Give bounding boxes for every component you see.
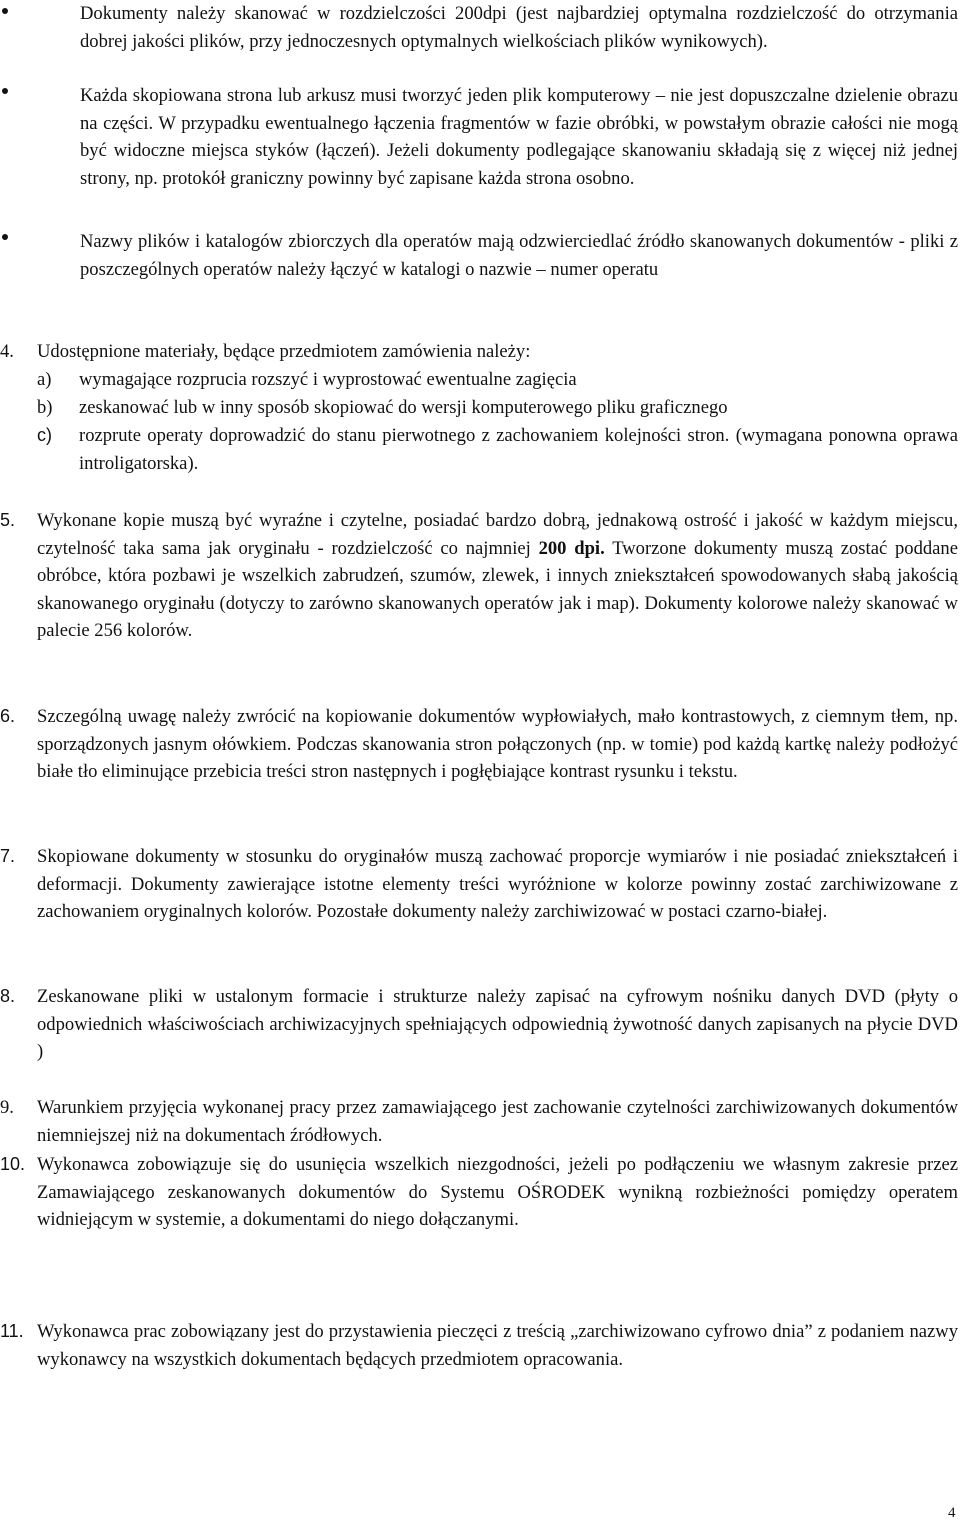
subitem-b-marker: b) (37, 397, 53, 418)
subitem-c-marker: c) (37, 425, 52, 445)
item-7-text: Skopiowane dokumenty w stosunku do oryginałów muszą zachować proporcje wymiarów i nie posiadać zniekształceń i deformacji. Dokumenty zawierające istotne elementy treści wyróżnione w kolorze powinny zostać zarchiwizowane z zachowaniem oryginalnych kolorów. Pozostałe dokumenty należy zarchiwizować w postaci czarno-białej. (37, 846, 958, 922)
item-10-text: Wykonawca zobowiązuje się do usunięcia wszelkich niezgodności, jeżeli po podłączeniu we własnym zakresie przez Zamawiającego zeskanowanych dokumentów do Systemu OŚRODEK wynikną rozbieżności pomiędzy operatem widniejącym w systemie, a dokumentami do niego dołączanymi. (37, 1154, 958, 1230)
item-10-number: 10. (0, 1154, 26, 1174)
item-11-number: 11. (0, 1321, 24, 1341)
item-7-number: 7. (0, 846, 16, 866)
item-8-number: 8. (0, 986, 16, 1006)
item-6-text: Szczególną uwagę należy zwrócić na kopiowanie dokumentów wypłowiałych, mało kontrastowych, z ciemnym tłem, np. sporządzonych jasnym ołówkiem. Podczas skanowania stron połączonych (np. w tomie) pod każdą kartkę należy podłożyć białe tło eliminujące przebicia treści stron następnych i pogłębiające kontrast rysunku i tekstu. (37, 706, 958, 782)
bullet-item-2: Każda skopiowana strona lub arkusz musi tworzyć jeden plik komputerowy – nie jest dopuszczalne dzielenie obrazu na części. W przypadku ewentualnego łączenia fragmentów w fazie obróbki, w powstałym obrazie całości nie mogą być widoczne miejsca styków (łączeń). Jeżeli dokumenty podlegające skanowaniu składają się z więcej niż jednej strony, np. protokół graniczny powinny być zapisane każda strona osobno. (80, 85, 958, 189)
item-5-bold: 200 dpi. (538, 537, 605, 559)
item-5-number: 5. (0, 510, 16, 530)
item-6-number: 6. (0, 706, 16, 726)
bullet-marker (2, 8, 8, 14)
item-5-text (37, 507, 958, 645)
item-9-number: 9. (0, 1097, 14, 1118)
bullet-item-3: Nazwy plików i katalogów zbiorczych dla operatów mają odzwierciedlać źródło skanowanych dokumentów - pliki z poszczególnych operatów należy łączyć w katalogi o nazwie – numer operatu (80, 231, 958, 280)
item-5-text-before: Wykonane kopie muszą być wyraźne i czytelne, posiadać bardzo dobrą, jednakową ostrość i jakość w każdym miejscu, czytelność taka sama jak oryginału - rozdzielczość co najmniej (37, 510, 958, 559)
bullet-marker (2, 88, 8, 94)
item-5-text-after: Tworzone dokumenty muszą zostać poddane obróbce, która pozbawi je wszelkich zabrudzeń, szumów, zlewek, i innych zniekształceń spowodowanych słabą jakością skanowanego oryginału (dotyczy to zarówno skanowanych operatów jak i map). Dokumenty kolorowe należy skanować w palecie 256 kolorów. (37, 537, 958, 641)
page-number: 4 (948, 1505, 956, 1521)
subitem-c-text: rozprute operaty doprowadzić do stanu pierwotnego z zachowaniem kolejności stron. (wymagana ponowna oprawa introligatorska). (79, 425, 958, 474)
item-8-text: Zeskanowane pliki w ustalonym formacie i strukturze należy zapisać na cyfrowym nośniku danych DVD (płyty o odpowiednich właściwościach archiwizacyjnych spełniających odpowiednią żywotność danych zapisanych na płycie DVD ) (37, 986, 958, 1062)
item-9-text: Warunkiem przyjęcia wykonanej pracy przez zamawiającego jest zachowanie czytelności zarchiwizowanych dokumentów niemniejszej niż na dokumentach źródłowych. (37, 1097, 958, 1146)
subitem-a-marker: a) (37, 369, 52, 390)
item-4-intro: Udostępnione materiały, będące przedmiotem zamówienia należy: (37, 341, 531, 362)
bullet-item-1: Dokumenty należy skanować w rozdzielczości 200dpi (jest najbardziej optymalna rozdzielczość do otrzymania dobrej jakości plików, przy jednoczesnych optymalnych wielkościach plików wynikowych). (80, 3, 958, 52)
subitem-b-text: zeskanować lub w inny sposób skopiować do wersji komputerowego pliku graficznego (79, 397, 728, 418)
subitem-a-text: wymagające rozprucia rozszyć i wyprostować ewentualne zagięcia (79, 369, 577, 390)
item-11-text: Wykonawca prac zobowiązany jest do przystawienia pieczęci z treścią „zarchiwizowano cyfrowo dnia” z podaniem nazwy wykonawcy na wszystkich dokumentach będących przedmiotem opracowania. (37, 1321, 958, 1370)
item-4-number: 4. (0, 341, 14, 362)
bullet-marker (2, 234, 8, 240)
